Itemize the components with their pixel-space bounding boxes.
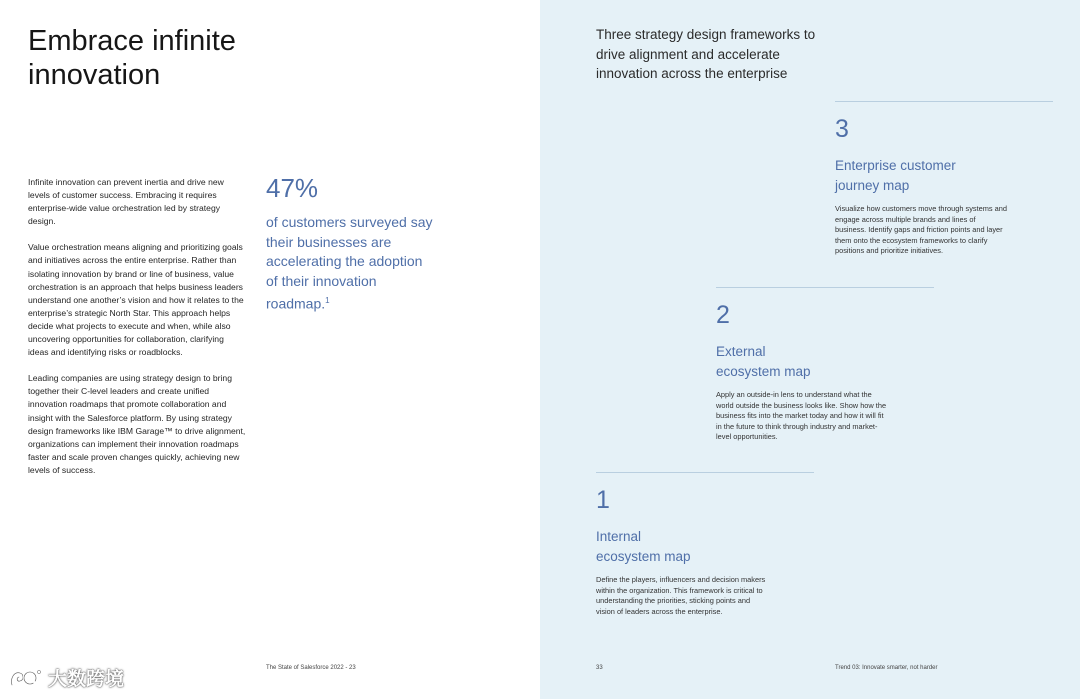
framework-name-line-1: External [716,344,766,359]
framework-2 [716,287,934,443]
right-footer: Trend 03: Innovate smarter, not harder [835,665,938,671]
framework-1 [596,472,814,617]
title-line-2: innovation [28,59,161,91]
framework-name-line-2: ecosystem map [716,363,811,379]
framework-number: 1 [596,486,610,514]
stat-footnote: 1 [325,296,330,305]
framework-description: Apply an outside-in lens to understand what the world outside the business looks like. Show how the business fits into the market today and how it will fit in the future to think through industry and market-level opportunities. [716,390,887,442]
body-text [28,176,246,490]
framework-name-line-2: ecosystem map [596,548,691,564]
page-title [28,24,288,92]
watermark [8,664,124,691]
framework-name-line-1: Internal [596,529,642,544]
stat-value: 47% [266,173,319,203]
body-paragraph-3: Leading companies are using strategy design to bring together their C-level leaders and create unified innovation roadmaps that promote collaboration and insight with the Salesforce platform. By using strategy design frameworks like IBM Garage™ to drive alignment, organizations can implement their innovation roadmaps faster and scale proven changes quickly, achieving new levels of success. [28,373,246,475]
framework-divider [596,472,814,473]
framework-name [716,342,934,381]
framework-description: Visualize how customers move through systems and engage across multiple brands and lines of business. Identify gaps and friction points and layer them onto the ecosystem frameworks to clarify positions and prioritize initiatives. [835,204,1007,256]
framework-3 [835,101,1053,257]
stat-description [266,213,436,314]
body-paragraph-2: Value orchestration means aligning and prioritizing goals and initiatives across the entire enterprise. Rather than isolating innovation by brand or line of business, value orchestration is an approach that helps business leaders understand one another’s vision and how it relates to the enterprise’s strategic North Star. This approach helps decide what projects to execute and when, while also uncovering opportunities for collaboration, clarifying ideas and identifying risks or roadblocks. [28,242,244,358]
watermark-text: 大数跨境 [48,669,125,690]
title-line-1: Embrace infinite [28,25,236,57]
body-paragraph-1: Infinite innovation can prevent inertia and drive new levels of customer success. Embracing it requires enterprise-wide value orchestration led by strategy design. [28,177,224,227]
framework-divider [716,287,934,288]
page-number: 33 [596,665,603,671]
watermark-logo-icon [8,667,44,689]
framework-description: Define the players, influencers and decision makers within the organization. This framework is critical to understanding the priorities, sticking points and vision of leaders across the enterprise. [596,575,766,616]
framework-name-line-2: journey map [835,177,910,193]
frameworks-intro: Three strategy design frameworks to drive alignment and accelerate innovation across the enterprise [596,27,816,81]
framework-name-line-1: Enterprise customer [835,158,956,173]
framework-name [596,527,814,566]
framework-number: 3 [835,115,849,143]
framework-name [835,156,1053,195]
framework-divider [835,101,1053,102]
stat-text: of customers surveyed say their businesses are accelerating the adoption of their innovation roadmap. [266,214,433,312]
framework-number: 2 [716,301,730,329]
left-footer: The State of Salesforce 2022 - 23 [266,665,356,671]
